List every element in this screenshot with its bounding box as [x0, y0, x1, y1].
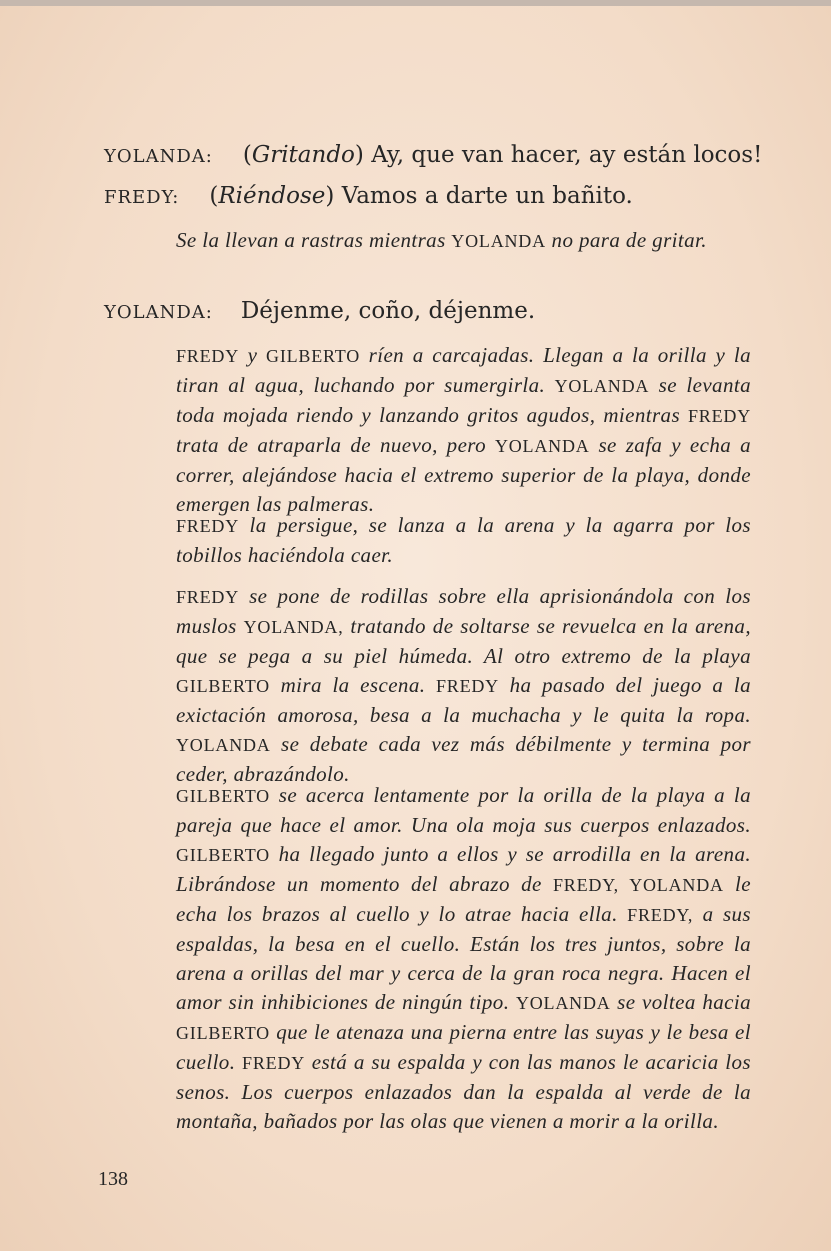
- character-name: FREDY: [176, 587, 240, 607]
- parenthetical: (Gritando): [242, 142, 364, 168]
- character-name: FREDY,: [627, 905, 694, 925]
- stage-direction: [176, 582, 751, 789]
- direction-text: a sus espaldas, la besa en el cuello. Están los tres juntos, sobre la arena a orillas del mar y cerca de la gran roca negra. Hacen el amor sin inhibiciones de ningún tipo.: [176, 902, 751, 1014]
- direction-text: se debate cada vez más débilmente y termina por ceder, abrazándolo.: [176, 732, 751, 786]
- character-name: GILBERTO: [176, 1023, 270, 1043]
- dialogue-line: [104, 296, 794, 328]
- direction-text: ha pasado del juego a la exictación amorosa, besa a la muchacha y le quita la ropa.: [176, 673, 751, 727]
- direction-text: mira la escena.: [269, 673, 436, 697]
- parenthetical: (Riéndose): [209, 183, 335, 209]
- direction-text: está a su espalda y con las manos le acaricia los senos. Los cuerpos enlazados dan la espalda al verde de la montaña, bañados por las olas que vienen a morir a la orilla.: [176, 1050, 752, 1133]
- character-name: GILBERTO: [176, 845, 270, 865]
- character-name: YOLANDA: [554, 376, 650, 396]
- direction-text: se pone de rodillas sobre ella aprisionándola con los muslos: [176, 584, 751, 638]
- direction-text: se acerca lentamente por la orilla de la playa a la pareja que hace el amor. Una ola moja sus cuerpos enlazados.: [176, 783, 751, 837]
- character-name: GILBERTO: [176, 676, 270, 696]
- dialogue-text: Vamos a darte un bañito.: [341, 183, 633, 209]
- direction-text: no para de gritar.: [545, 228, 707, 252]
- direction-text: ríen a carcajadas. Llegan a la orilla y la tiran al agua, luchando por sumergirla.: [176, 343, 751, 397]
- stage-direction: [176, 226, 751, 256]
- character-name: YOLANDA,: [243, 617, 344, 637]
- speaker-name: YOLANDA:: [104, 146, 213, 167]
- character-name: YOLANDA: [494, 436, 590, 456]
- character-name: FREDY: [242, 1053, 306, 1073]
- character-name: GILBERTO: [266, 346, 361, 366]
- direction-text: tratando de soltarse se revuelca en la arena, que se pega a su piel húmeda. Al otro extremo de la playa: [176, 614, 751, 668]
- dialogue-text: Ay, que van hacer, ay están locos!: [371, 142, 763, 168]
- stage-direction: [176, 511, 751, 570]
- character-name: FREDY: [176, 346, 240, 366]
- stage-direction: [176, 781, 751, 1136]
- character-name: YOLANDA: [515, 993, 611, 1013]
- direction-text: ha llegado junto a ellos y se arrodilla en la arena. Librándose un momento del abrazo de: [176, 842, 751, 896]
- character-name: FREDY: [435, 676, 499, 696]
- page-number: 138: [98, 1168, 128, 1190]
- dialogue-line: [104, 140, 794, 172]
- direction-text: se zafa y echa a correr, alejándose hacia el extremo superior de la playa, donde emergen las palmeras.: [176, 433, 752, 516]
- direction-text: trata de atraparla de nuevo, pero: [176, 433, 495, 457]
- dialogue-line: [104, 181, 794, 213]
- character-name: FREDY: [176, 516, 240, 536]
- speaker-name: FREDY:: [104, 187, 180, 208]
- dialogue-text: Déjenme, coño, déjenme.: [240, 298, 536, 324]
- character-name: YOLANDA: [451, 231, 546, 251]
- character-name: GILBERTO: [176, 786, 270, 806]
- direction-text: y: [239, 343, 267, 367]
- direction-text: la persigue, se lanza a la arena y la agarra por los tobillos haciéndola caer.: [176, 513, 751, 567]
- direction-text: que le atenaza una pierna entre las suyas y le besa el cuello.: [176, 1020, 751, 1074]
- character-name: FREDY, YOLANDA: [552, 875, 724, 895]
- direction-text: le echa los brazos al cuello y lo atrae hacia ella.: [176, 872, 751, 926]
- direction-text: se voltea hacia: [610, 990, 751, 1014]
- direction-text: Se la llevan a rastras mientras: [176, 228, 452, 252]
- character-name: FREDY: [687, 406, 751, 426]
- speaker-name: YOLANDA:: [104, 302, 213, 323]
- stage-direction: [176, 341, 751, 519]
- direction-text: se levanta toda mojada riendo y lanzando gritos agudos, mientras: [176, 373, 751, 427]
- character-name: YOLANDA: [176, 735, 271, 755]
